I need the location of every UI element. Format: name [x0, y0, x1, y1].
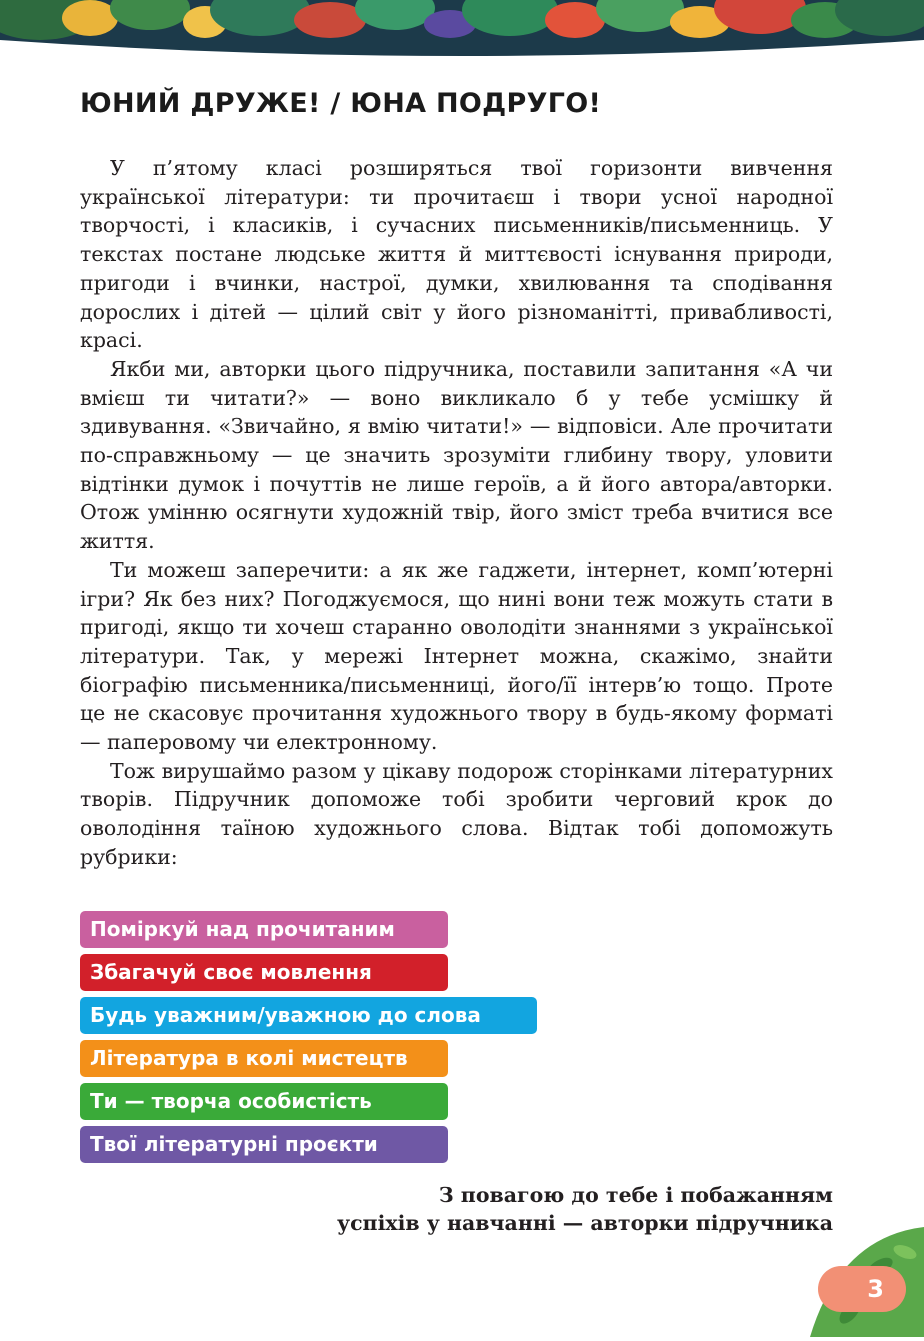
signature-line: З повагою до тебе і побажанням — [438, 1183, 833, 1207]
paragraph: Ти можеш заперечити: а як же гаджети, інтернет, комп’ютерні ігри? Як без них? Погоджуємося, що нині вони теж можуть стати в пригоді, якщо ти хочеш старанно оволодіти знаннями з української літератури. Так, у мережі Інтернет можна, скажімо, знайти біографію письменника/письменниці, його/її інтерв’ю тощо. Проте це не скасовує прочитання художнього твору в будь-якому форматі — паперовому чи електронному. — [80, 557, 833, 755]
rubric-reflect: Поміркуй над прочитаним — [80, 911, 448, 948]
intro-text — [80, 154, 833, 872]
rubric-attentive-to-word: Будь уважним/уважною до слова — [80, 997, 537, 1034]
page-title: ЮНИЙ ДРУЖЕ! / ЮНА ПОДРУГО! — [80, 88, 602, 119]
paragraph: Якби ми, авторки цього підручника, поставили запитання «А чи вмієш ти читати?» — воно викликало б у тебе усмішку й здивування. «Звичайно, я вмію читати!» — відповіси. Але прочитати по-справжньому — це значить зрозуміти глибину твору, уловити відтінки думок і почуттів не лише героїв, а й його автора/авторки. Отож умінню осягнути художній твір, його зміст треба вчитися все життя. — [80, 356, 833, 554]
signature — [337, 1181, 833, 1237]
paragraph: Тож вирушаймо разом у цікаву подорож сторінками літературних творів. Підручник допоможе тобі зробити черговий крок до оволодіння таїною художнього слова. Відтак тобі допоможуть рубрики: — [80, 758, 833, 869]
rubric-literary-projects: Твої літературні проєкти — [80, 1126, 448, 1163]
page-number: 3 — [818, 1266, 906, 1312]
paragraph: У п’ятому класі розширяться твої горизонти вивчення української літератури: ти прочитаєш і твори усної народної творчості, і класиків, і сучасних письменників/письменниць. У текстах постане людське життя й миттєвості існування природи, пригоди і вчинки, настрої, думки, хвилювання та сподівання дорослих і дітей — цілий світ у його різноманітті, привабливості, красі. — [80, 156, 833, 353]
rubric-enrich-speech: Збагачуй своє мовлення — [80, 954, 448, 991]
rubric-literature-arts: Література в колі мистецтв — [80, 1040, 448, 1077]
rubric-creative-personality: Ти — творча особистість — [80, 1083, 448, 1120]
rubric-list — [80, 911, 537, 1169]
signature-line: успіхів у навчанні — авторки підручника — [336, 1211, 833, 1235]
floral-banner — [0, 0, 924, 70]
